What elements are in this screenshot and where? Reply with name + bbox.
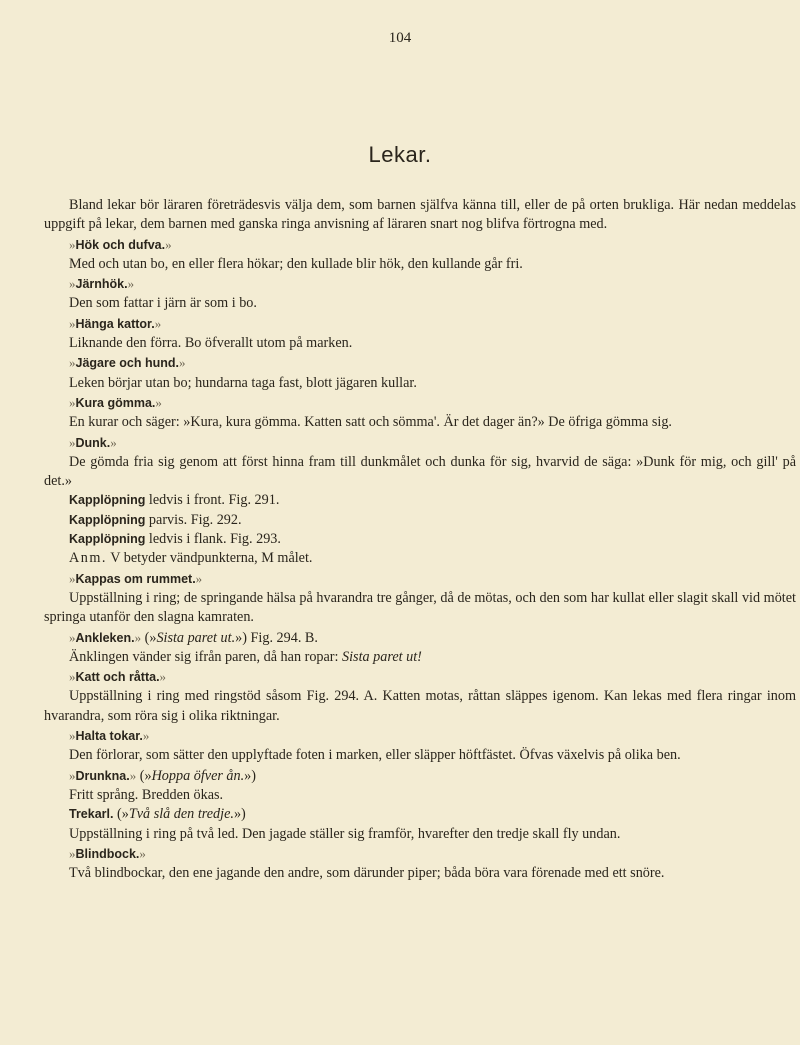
intro-paragraph: Bland lekar bör läraren företrädesvis välja dem, som barnen själfva känna till, eller de på orten brukliga. Här nedan meddelas uppgift på lekar, dem barnen med ganska ringa anvisning af läraren snart nog blifva förtrogna med.	[44, 197, 796, 233]
game-text: Fritt språng. Bredden ökas.	[69, 786, 224, 803]
game-heading: »Blindbock.»	[69, 845, 146, 861]
game-entry: Kapplöpning ledvis i flank. Fig. 293.	[69, 531, 281, 548]
game-text: Uppställning i ring med ringstöd såsom Fig. 294. A. Katten motas, råttan släppes igenom. Kan lekas med flera ringar inom hvarandra, som röra sig i olika riktningar.	[44, 688, 796, 724]
game-heading: »Katt och råtta.»	[69, 669, 167, 685]
game-heading: »Jägare och hund.»	[69, 355, 186, 371]
page-title: Lekar.	[368, 142, 432, 167]
game-text: Med och utan bo, en eller flera hökar; den kullade blir hök, den kullande går fri.	[69, 255, 523, 272]
game-text: Uppställning i ring; de springande hälsa på hvarandra tre gånger, då de mötas, och den som har kullat eller slagit skall vid mötet springa utanför den slagna kamraten.	[44, 589, 796, 626]
game-text: En kurar och säger: »Kura, kura gömma. Katten satt och sömma'. Är det dager än?» De öfriga gömma sig.	[69, 414, 672, 431]
game-text: Uppställning i ring på två led. Den jagade ställer sig framför, hvarefter den tredje skall fly undan.	[69, 825, 621, 842]
game-heading: »Hök och dufva.»	[69, 236, 172, 252]
game-heading: »Järnhök.»	[69, 276, 135, 292]
game-heading: »Hänga kattor.»	[69, 315, 162, 331]
game-heading: »Halta tokar.»	[69, 728, 150, 744]
game-text: Liknande den förra. Bo öfverallt utom på marken.	[69, 335, 353, 352]
game-heading: Trekarl. (»Två slå den tredje.»)	[69, 806, 246, 823]
game-text: Den förlorar, som sätter den upplyftade foten i marken, eller släpper höftfästet. Öfvas växelvis på olika ben.	[69, 747, 681, 764]
page-number: 104	[388, 30, 412, 46]
game-text: Den som fattar i järn är som i bo.	[69, 295, 257, 312]
game-text: Änklingen vänder sig ifrån paren, då han ropar: Sista paret ut!	[69, 648, 422, 665]
game-heading: »Kappas om rummet.»	[69, 570, 203, 586]
game-heading: »Dunk.»	[69, 434, 117, 450]
game-entry: Kapplöpning parvis. Fig. 292.	[69, 511, 242, 528]
game-heading: »Kura gömma.»	[69, 394, 162, 410]
book-page	[44, 0, 800, 1045]
body-text	[44, 196, 796, 883]
game-text: Två blindbockar, den ene jagande den andre, som därunder piper; båda böra vara förenade med ett snöre.	[69, 865, 665, 882]
note: Anm. V betyder vändpunkterna, M målet.	[69, 550, 313, 567]
game-heading: »Ankleken.» (»Sista paret ut.») Fig. 294. B.	[69, 629, 318, 646]
game-heading: »Drunkna.» (»Hoppa öfver ån.»)	[69, 767, 256, 784]
game-entry: Kapplöpning ledvis i front. Fig. 291.	[69, 492, 280, 509]
game-text: Leken börjar utan bo; hundarna taga fast, blott jägaren kullar.	[69, 374, 417, 391]
game-text: De gömda fria sig genom att först hinna fram till dunkmålet och dunka för sig, hvarvid de säga: »Dunk för mig, och gill' på det.»	[44, 453, 796, 490]
